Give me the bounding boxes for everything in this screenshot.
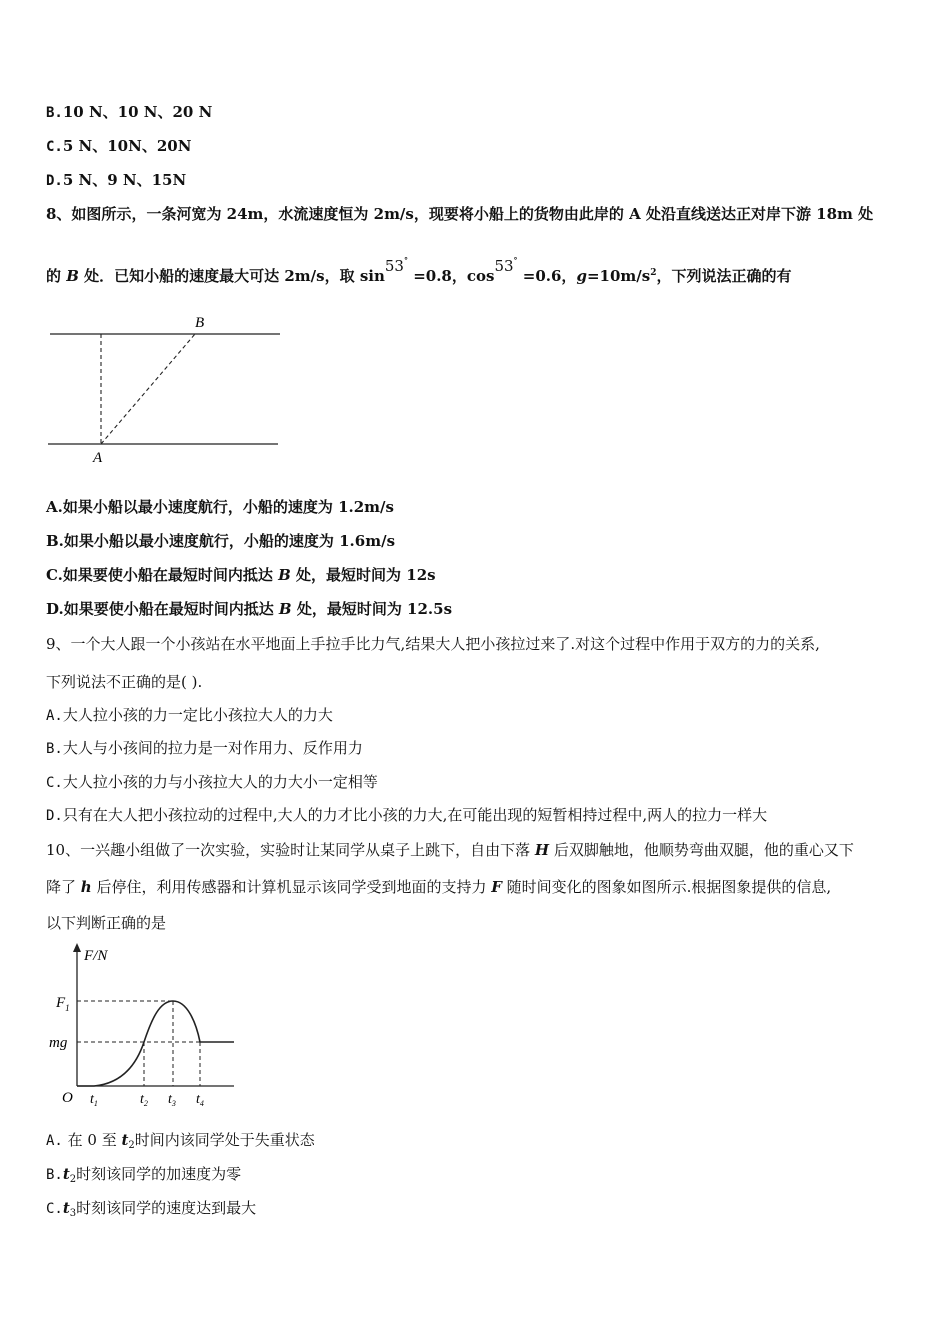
degree-mark: ° <box>403 255 408 265</box>
option-text: 大人拉小孩的力与小孩拉大人的力大小一定相等 <box>62 773 378 791</box>
option-label: C. <box>46 139 63 155</box>
f1-subscript: 1 <box>65 1003 70 1013</box>
q9-option-d <box>46 805 767 826</box>
time-subscript: 2 <box>128 1140 135 1151</box>
superscript: 2 <box>650 268 657 278</box>
degree-mark: ° <box>513 255 518 265</box>
angle-value: 53 <box>384 257 404 275</box>
q9-option-b <box>46 738 363 759</box>
y-axis-label: F/N <box>84 948 108 964</box>
text: ，下列说法正确的有 <box>656 267 792 285</box>
text: 的 <box>46 267 67 285</box>
text: 在 0 至 <box>62 1131 122 1149</box>
q8-option-b: B.如果小船以最小速度航行，小船的速度为 1.6m/s <box>46 532 396 550</box>
text: 10、一兴趣小组做了一次实验，实验时让某同学从桌子上跳下，自由下落 <box>46 841 535 859</box>
q10-stem-line-3: 以下判断正确的是 <box>46 914 167 932</box>
text: 时刻该同学的加速度为零 <box>76 1165 242 1183</box>
time-subscript: 3 <box>69 1208 77 1219</box>
option-text: 大人拉小孩的力一定比小孩拉大人的力大 <box>62 706 333 724</box>
q7-option-b <box>46 102 212 123</box>
q8-stem-line-2 <box>46 255 792 289</box>
tick-subscript: 1 <box>93 1099 98 1108</box>
gravity-symbol: g <box>576 267 587 285</box>
t1-label <box>90 1092 98 1108</box>
t4-label <box>196 1092 204 1108</box>
text: 时刻该同学的速度达到最大 <box>76 1199 257 1217</box>
time-symbol: t <box>62 1199 70 1217</box>
text: =0.8，cos <box>407 267 495 285</box>
t2-label <box>140 1092 148 1108</box>
q9-option-a <box>46 705 333 726</box>
q8-option-c <box>46 565 436 585</box>
q8-stem-line-1: 8、如图所示，一条河宽为 24m，水流速度恒为 2m/s，现要将小船上的货物由此岸的 A 处沿直线送达正对岸下游 18m 处 <box>46 205 874 223</box>
option-label: B. <box>46 1167 63 1183</box>
text: 降了 <box>46 878 81 896</box>
f1-label <box>55 995 70 1013</box>
time-symbol: t <box>62 1165 70 1183</box>
f1-symbol: F <box>56 995 66 1011</box>
q7-option-c <box>46 136 191 157</box>
option-text: 只有在大人把小孩拉动的过程中,大人的力才比小孩的力大,在可能出现的短暂相持过程中,两人的拉力一样大 <box>62 806 768 824</box>
option-text: 5 N、9 N、15N <box>62 171 187 189</box>
option-label: C. <box>46 1201 63 1217</box>
text: 后双脚触地，他顺势弯曲双腿，他的重心又下 <box>549 841 854 859</box>
q8-option-d <box>46 599 452 619</box>
tick-symbol: t <box>90 1092 94 1107</box>
text: 后停住，利用传感器和计算机显示该同学受到地面的支持力 <box>91 878 492 896</box>
text: 处．已知小船的速度最大可达 2m/s，取 sin <box>78 267 385 285</box>
option-label: B. <box>46 741 63 757</box>
option-text: 5 N、10N、20N <box>62 137 192 155</box>
q10-option-b <box>46 1164 241 1187</box>
point-a-label: A <box>93 450 103 466</box>
tick-subscript: 2 <box>143 1099 148 1108</box>
tick-symbol: t <box>140 1092 144 1107</box>
tick-subscript: 4 <box>199 1099 204 1108</box>
text: =10m/s <box>586 267 651 285</box>
option-label: D. <box>46 173 63 189</box>
path-dashed-line <box>101 334 195 444</box>
text: 时间内该同学处于失重状态 <box>134 1131 315 1149</box>
q8-option-a: A.如果小船以最小速度航行，小船的速度为 1.2m/s <box>46 498 394 516</box>
river-crossing-figure <box>44 310 294 470</box>
height-symbol: H <box>534 841 550 859</box>
y-axis-arrow <box>73 943 81 952</box>
q9-option-c <box>46 772 378 793</box>
text: 处，最短时间为 12.5s <box>291 600 453 618</box>
point-b-label: B <box>195 315 205 331</box>
mg-label: mg <box>49 1035 68 1051</box>
option-label: B. <box>46 105 63 121</box>
q10-stem-line-1 <box>46 840 854 860</box>
text: C.如果要使小船在最短时间内抵达 <box>46 566 279 584</box>
option-label: A. <box>46 1133 63 1149</box>
option-text: 大人与小孩间的拉力是一对作用力、反作用力 <box>62 739 363 757</box>
angle-value: 53 <box>494 257 514 275</box>
option-label: C. <box>46 775 63 791</box>
q9-stem-line-2: 下列说法不正确的是( ). <box>46 673 203 691</box>
t3-label <box>168 1092 176 1108</box>
q9-stem-line-1: 9、一个大人跟一个小孩站在水平地面上手拉手比力气,结果大人把小孩拉过来了.对这个过程中作用于双方的力的关系, <box>46 635 820 653</box>
tick-symbol: t <box>168 1092 172 1107</box>
point-b: B <box>278 600 292 618</box>
height-symbol: h <box>80 878 92 896</box>
tick-subscript: 3 <box>171 1099 176 1108</box>
point-b: B <box>278 566 291 584</box>
q7-option-d <box>46 170 186 191</box>
q10-option-c <box>46 1198 256 1221</box>
force-curve <box>77 1001 234 1086</box>
q10-stem-line-2 <box>46 877 831 897</box>
q10-option-a <box>46 1130 315 1153</box>
point-b: B <box>66 267 79 285</box>
text: =0.6， <box>517 267 577 285</box>
time-subscript: 2 <box>69 1174 77 1185</box>
force-symbol: F <box>491 878 502 896</box>
tick-symbol: t <box>196 1092 200 1107</box>
option-text: 10 N、10 N、20 N <box>62 103 213 121</box>
text: 处，最短时间为 12s <box>290 566 436 584</box>
force-time-graph <box>44 940 244 1115</box>
time-symbol: t <box>121 1131 129 1149</box>
option-label: A. <box>46 708 63 724</box>
origin-label: O <box>62 1090 73 1106</box>
option-label: D. <box>46 808 63 824</box>
text: D.如果要使小船在最短时间内抵达 <box>46 600 279 618</box>
text: 随时间变化的图象如图所示.根据图象提供的信息, <box>501 878 832 896</box>
